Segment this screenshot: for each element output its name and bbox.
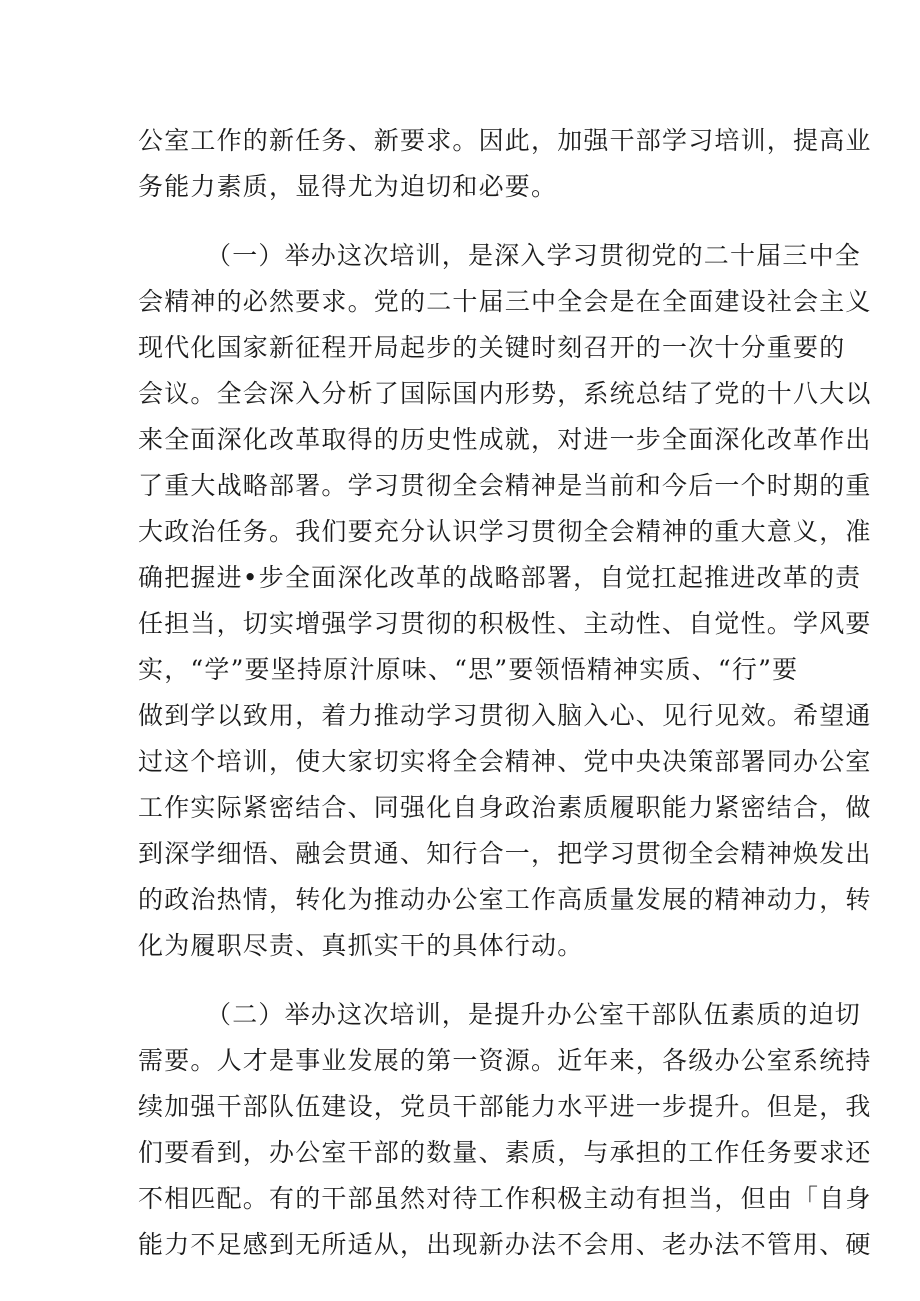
text-line: 务能力素质，显得尤为迫切和必要。 xyxy=(138,172,558,201)
text-line: 工作实际紧密结合、同强化自身政治素质履职能力紧密结合，做 xyxy=(138,793,872,822)
paragraph-start-line: （一）举办这次培训，是深入学习贯彻党的二十届三中全 xyxy=(206,241,862,270)
text-line: 会精神的必然要求。党的二十届三中全会是在全面建设社会主义 xyxy=(138,287,872,316)
text-line: 过这个培训，使大家切实将全会精神、党中央决策部署同办公室 xyxy=(138,747,872,776)
paragraph-start-line: （二）举办这次培训，是提升办公室干部队伍素质的迫切 xyxy=(206,1000,862,1029)
text-line: 做到学以致用，着力推动学习贯彻入脑入心、见行见效。希望通 xyxy=(138,701,872,730)
text-line: 大政治任务。我们要充分认识学习贯彻全会精神的重大意义，准 xyxy=(138,517,872,546)
text-line: 了重大战略部署。学习贯彻全会精神是当前和今后一个时期的重 xyxy=(138,471,872,500)
text-line: 能力不足感到无所适从，出现新办法不会用、老办法不管用、硬 xyxy=(138,1230,872,1259)
text-line: 的政治热情，转化为推动办公室工作高质量发展的精神动力，转 xyxy=(138,885,872,914)
text-line: 来全面深化改革取得的历史性成就，对进一步全面深化改革作出 xyxy=(138,425,872,454)
text-line: 们要看到，办公室干部的数量、素质，与承担的工作任务要求还 xyxy=(138,1138,872,1167)
text-line: 现代化国家新征程开局起步的关键时刻召开的一次十分重要的 xyxy=(138,333,846,362)
text-line: 确把握进•步全面深化改革的战略部署，自觉扛起推进改革的责 xyxy=(138,563,862,592)
text-line: 需要。人才是事业发展的第一资源。近年来，各级办公室系统持 xyxy=(138,1046,872,1075)
text-line: 不相匹配。有的干部虽然对待工作积极主动有担当，但由「自身 xyxy=(138,1184,872,1213)
text-line: 会议。全会深入分析了国际国内形势，系统总结了党的十八大以 xyxy=(138,379,872,408)
text-line: 公室工作的新任务、新要求。因此，加强干部学习培训，提高业 xyxy=(138,126,872,155)
text-line: 实，“学”要坚持原汁原味、“思”要领悟精神实质、“行”要 xyxy=(138,655,799,684)
text-line: 到深学细悟、融会贯通、知行合一，把学习贯彻全会精神焕发出 xyxy=(138,839,872,868)
text-line: 任担当，切实增强学习贯彻的积极性、主动性、自觉性。学风要 xyxy=(138,609,872,638)
text-line: 化为履职尽责、真抓实干的具体行动。 xyxy=(138,931,584,960)
text-line: 续加强干部队伍建设，党员干部能力水平进一步提升。但是，我 xyxy=(138,1092,872,1121)
